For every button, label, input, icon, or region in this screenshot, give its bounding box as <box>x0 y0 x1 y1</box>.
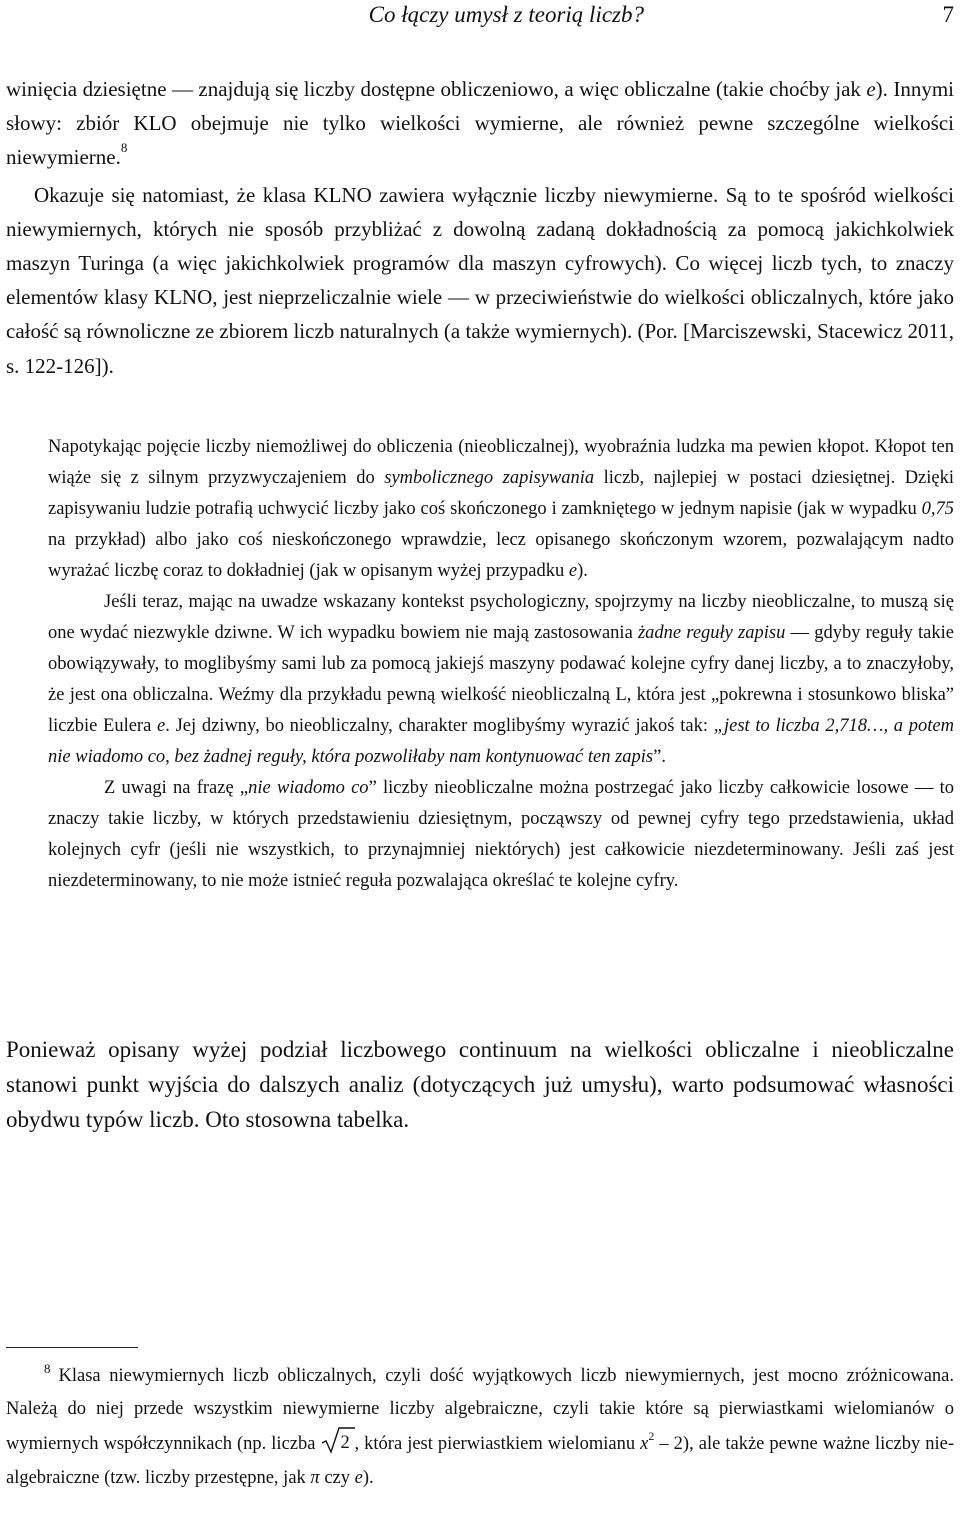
emphasis: symbolicznego zapisywania <box>384 468 595 488</box>
page-number: 7 <box>942 2 954 27</box>
math-x: x <box>640 1434 649 1454</box>
text-run: Klasa niewymiernych liczb obliczalnych, czyli dość wyjątkowych liczb niewymiernych, jest mocno zróżnicowana. Należą do niej przede wszystkim niewymierne liczby algebraiczne, czyli takie które są pierwiastkami wielomianów o wymiernych współczynnikach (np. liczba <box>6 1366 954 1454</box>
text-run: Napotykając pojęcie liczby niemożliwej do obliczenia (nieobliczalnej), wyobraźnia ludzka ma pewien kłopot. Kłopot ten wiąże się z silnym przyzwyczajeniem do <box>48 437 954 488</box>
text-run: ”. <box>653 747 666 767</box>
math-pi: π <box>310 1468 320 1488</box>
quote-paragraph-1 <box>48 432 954 587</box>
paragraph-continuation <box>6 72 954 178</box>
text-run: ” liczby nieobliczalne można postrzegać jako liczby całkowicie losowe — to znaczy takie liczby, w których przedstawieniu dziesiętnym, począwszy od pewnej cyfry tego przedstawienia, układ kolejnych cyfr (jeśli nie wszystkich, to przynajmniej niektórych) jest całkowicie niezdeterminowany. Jeśli zaś jest niezdeterminowany, to nie może istnieć reguła pozwalająca określać te kolejne cyfry. <box>48 778 954 891</box>
paragraph-summary: Ponieważ opisany wyżej podział liczbowego continuum na wielkości obliczalne i nieobliczalne stanowi punkt wyjścia do dalszych analiz (dotyczących już umysłu), warto podsumować własności obydwu typów liczb. Oto stosowna tabelka. <box>6 1037 954 1132</box>
text-run: ). <box>362 1468 374 1488</box>
text-run: Jeśli teraz, mając na uwadze wskazany kontekst psychologiczny, spojrzymy na liczby nieobliczalne, to muszą się one wydać niezwykle dziwne. W ich wypadku bowiem nie mają zastosowania <box>48 592 954 643</box>
text-run: Z uwagi na frazę „ <box>104 778 249 798</box>
text-run: liczb, najlepiej w postaci dziesiętnej. Dzięki zapisywaniu ludzie potrafią uchwycić liczby jako coś skończonego i zamkniętego w jednym napisie (jak w wypadku <box>48 468 955 519</box>
paragraph-klno: Okazuje się natomiast, że klasa KLNO zawiera wyłącznie liczby niewymierne. Są to te spośród wielkości niewymiernych, których nie sposób przybliżać z dowolną zadaną dokładnością za pomocą jakichkolwiek maszyn Turinga (a więc jakichkolwiek programów dla maszyn cyfrowych). Co więcej liczb tych, to znaczy elementów klasy KLNO, jest nieprzeliczalnie wiele — w przeciwieństwie do wielkości obliczalnych, które jako całość są równoliczne ze zbiorem liczb naturalnych (a także wymiernych). (Por. [Marciszewski, Stacewicz 2011, s. 122-126]). <box>6 182 954 378</box>
text-run: czy <box>319 1468 355 1488</box>
square-root-symbol <box>321 1426 355 1454</box>
footnote-text <box>6 1360 954 1495</box>
text-run: , która jest pierwiastkiem wielomianu <box>354 1434 641 1454</box>
footnote-mark: 8 <box>44 1361 51 1376</box>
quoted-block <box>48 432 954 897</box>
text-run: ). <box>577 561 588 581</box>
emphasis: nie wiadomo co <box>248 778 369 798</box>
radicand: 2 <box>340 1433 350 1453</box>
math-e: e <box>866 77 876 101</box>
running-title: Co łączy umysł z teorią liczb? <box>368 2 644 27</box>
main-text-top <box>6 72 954 383</box>
text-run: – 2), ale także pewne ważne liczby nie-algebraiczne (tzw. liczby przestępne, jak <box>6 1434 954 1488</box>
math-e: e <box>354 1468 363 1488</box>
emphasis: żadne reguły zapisu <box>637 623 786 643</box>
math-number: 0,75 <box>921 499 954 519</box>
math-e: e <box>157 716 166 736</box>
footnote <box>6 1360 954 1495</box>
text-run: ). Innymi słowy: zbiór KLO obejmuje nie tylko wielkości wymierne, ale również pewne szczególne wielkości niewymierne. <box>6 77 954 170</box>
math-e: e <box>568 561 578 581</box>
text-run: — gdyby reguły takie obowiązywały, to moglibyśmy sami lub za pomocą jakiejś maszyny podawać kolejne cyfry danej liczby, a to znaczyłoby, że jest ona obliczalna. Weźmy dla przykładu pewną wielkość nieobliczalną L, która jest „pokrewna i stosunkowo bliska” liczbie Eulera <box>48 623 954 736</box>
quote-paragraph-2 <box>48 587 954 773</box>
quote-paragraph-3 <box>48 773 954 897</box>
footnote-ref[interactable]: 8 <box>120 140 128 156</box>
running-header <box>0 0 960 34</box>
text-run: . Jej dziwny, bo nieobliczalny, charakter moglibyśmy wyrazić jakoś tak: <box>165 716 714 736</box>
exponent: 2 <box>648 1429 655 1443</box>
footnote-divider <box>6 1347 138 1348</box>
emphasis: „jest to liczba 2,718…, a potem nie wiadomo co, bez żadnej reguły, która pozwoliłaby nam kontynuować ten zapis <box>48 716 954 767</box>
text-run: na przykład) albo jako coś nieskończonego wprawdzie, lecz opisanego skończonym wzorem, pozwalającym nadto wyrażać liczbę coraz to dokładniej (jak w opisanym wyżej przypadku <box>48 530 954 581</box>
main-text-bottom <box>6 1032 954 1137</box>
text-run: winięcia dziesiętne — znajdują się liczby dostępne obliczeniowo, a więc obliczalne (takie choćby jak <box>6 77 867 101</box>
